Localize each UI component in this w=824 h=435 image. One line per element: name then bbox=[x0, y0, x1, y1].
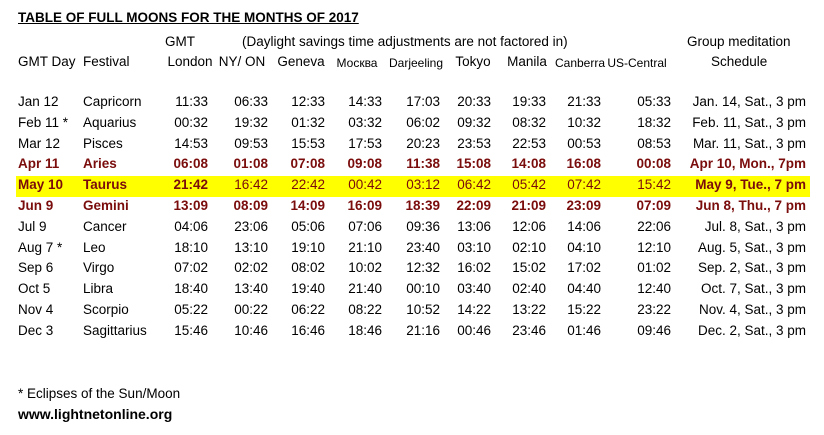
time-cell: 21:33 bbox=[567, 94, 601, 109]
gmt-day-cell: May 10 bbox=[18, 177, 64, 193]
schedule-cell: May 9, Tue., 7 pm bbox=[695, 177, 806, 193]
time-cell: 03:32 bbox=[348, 114, 382, 130]
festival-header: Festival bbox=[83, 54, 130, 69]
time-cell: 15:22 bbox=[567, 302, 601, 317]
time-cell: 14:09 bbox=[290, 198, 325, 213]
table-row bbox=[0, 240, 824, 260]
time-cell: 15:08 bbox=[456, 156, 491, 172]
time-cell: 18:32 bbox=[637, 114, 671, 130]
time-cell: 23:46 bbox=[512, 322, 546, 338]
schedule-header: Schedule bbox=[711, 54, 768, 69]
daylight-note: (Daylight savings time adjustments are not factored in) bbox=[242, 34, 568, 49]
time-cell: 11:33 bbox=[175, 94, 208, 109]
time-cell: 01:32 bbox=[291, 114, 325, 130]
time-cell: 07:02 bbox=[174, 260, 208, 276]
time-cell: 15:42 bbox=[637, 177, 671, 193]
schedule-cell: Jul. 8, Sat., 3 pm bbox=[704, 218, 806, 234]
festival-cell: Leo bbox=[83, 239, 106, 255]
time-cell: 03:40 bbox=[457, 281, 491, 297]
time-cell: 21:09 bbox=[511, 198, 546, 213]
time-cell: 12:06 bbox=[512, 218, 546, 234]
festival-cell: Libra bbox=[83, 281, 114, 297]
time-cell: 23:06 bbox=[234, 218, 268, 234]
time-cell: 14:53 bbox=[174, 135, 208, 151]
schedule-cell: Dec. 2, Sat., 3 pm bbox=[697, 322, 806, 338]
time-cell: 16:08 bbox=[566, 156, 601, 172]
time-cell: 18:46 bbox=[348, 322, 382, 338]
table-row bbox=[0, 302, 824, 322]
city-header: NY/ ON bbox=[218, 54, 266, 69]
time-cell: 04:40 bbox=[567, 281, 601, 297]
time-cell: 00:42 bbox=[348, 177, 382, 193]
time-cell: 06:42 bbox=[457, 177, 491, 193]
city-header: Canberra bbox=[554, 56, 606, 70]
time-cell: 05:06 bbox=[291, 218, 325, 234]
time-cell: 20:23 bbox=[406, 135, 440, 151]
schedule-cell: Oct. 7, Sat., 3 pm bbox=[700, 281, 806, 297]
time-cell: 12:40 bbox=[637, 281, 671, 297]
time-cell: 13:40 bbox=[234, 281, 268, 297]
festival-cell: Pisces bbox=[83, 135, 123, 151]
time-cell: 13:09 bbox=[173, 198, 208, 213]
table-title: TABLE OF FULL MOONS FOR THE MONTHS OF 2017 bbox=[18, 10, 359, 25]
time-cell: 14:08 bbox=[511, 156, 546, 172]
time-cell: 02:10 bbox=[512, 239, 546, 255]
gmt-day-header: GMT Day bbox=[18, 54, 76, 69]
time-cell: 06:08 bbox=[173, 156, 208, 172]
gmt-day-cell: Aug 7 * bbox=[18, 239, 63, 255]
festival-cell: Aries bbox=[83, 156, 117, 172]
gmt-day-cell: Feb 11 * bbox=[18, 114, 69, 130]
time-cell: 09:46 bbox=[637, 322, 671, 338]
time-cell: 03:10 bbox=[457, 239, 491, 255]
time-cell: 07:42 bbox=[567, 177, 601, 193]
time-cell: 14:33 bbox=[348, 94, 382, 109]
time-cell: 10:32 bbox=[567, 114, 601, 130]
time-cell: 01:08 bbox=[233, 156, 268, 172]
time-cell: 22:09 bbox=[456, 198, 491, 213]
festival-cell: Virgo bbox=[83, 260, 115, 276]
time-cell: 13:22 bbox=[512, 302, 546, 317]
time-cell: 10:02 bbox=[348, 260, 382, 276]
schedule-cell: Apr 10, Mon., 7pm bbox=[689, 156, 806, 172]
time-cell: 16:02 bbox=[457, 260, 491, 276]
festival-cell: Aquarius bbox=[83, 114, 137, 130]
time-cell: 08:22 bbox=[348, 302, 382, 317]
time-cell: 05:42 bbox=[512, 177, 546, 193]
time-cell: 06:02 bbox=[406, 114, 440, 130]
time-cell: 19:40 bbox=[291, 281, 325, 297]
gmt-day-cell: Nov 4 bbox=[18, 302, 54, 317]
time-cell: 19:10 bbox=[291, 239, 325, 255]
time-cell: 12:32 bbox=[406, 260, 440, 276]
group-meditation-header: Group meditation bbox=[687, 34, 791, 49]
time-cell: 18:39 bbox=[405, 198, 440, 213]
time-cell: 13:06 bbox=[457, 218, 491, 234]
festival-cell: Cancer bbox=[83, 218, 127, 234]
city-header: London bbox=[167, 54, 213, 69]
time-cell: 00:08 bbox=[636, 156, 671, 172]
time-cell: 21:10 bbox=[348, 239, 382, 255]
time-cell: 04:06 bbox=[174, 218, 208, 234]
time-cell: 16:09 bbox=[347, 198, 382, 213]
time-cell: 16:46 bbox=[291, 322, 325, 338]
gmt-day-cell: Jul 9 bbox=[18, 218, 47, 234]
time-cell: 10:46 bbox=[234, 322, 268, 338]
time-cell: 15:53 bbox=[291, 135, 325, 151]
time-cell: 22:53 bbox=[512, 135, 546, 151]
table-row bbox=[0, 323, 824, 343]
time-cell: 23:40 bbox=[406, 239, 440, 255]
time-cell: 00:10 bbox=[406, 281, 440, 297]
schedule-cell: Nov. 4, Sat., 3 pm bbox=[698, 302, 806, 317]
time-cell: 05:33 bbox=[637, 94, 671, 109]
time-cell: 15:46 bbox=[174, 322, 208, 338]
time-cell: 14:22 bbox=[457, 302, 491, 317]
time-cell: 07:06 bbox=[348, 218, 382, 234]
time-cell: 12:33 bbox=[291, 94, 325, 109]
gmt-day-cell: Dec 3 bbox=[18, 322, 54, 338]
schedule-cell: Feb. 11, Sat., 3 pm bbox=[692, 114, 806, 130]
schedule-cell: Mar. 11, Sat., 3 pm bbox=[692, 135, 806, 151]
table-row bbox=[0, 156, 824, 176]
time-cell: 04:10 bbox=[567, 239, 601, 255]
gmt-day-cell: Jan 12 bbox=[18, 94, 59, 109]
time-cell: 21:42 bbox=[173, 177, 208, 193]
city-header: Darjeeling bbox=[388, 56, 444, 70]
time-cell: 03:12 bbox=[406, 177, 440, 193]
time-cell: 18:40 bbox=[174, 281, 208, 297]
table-row bbox=[0, 115, 824, 135]
time-cell: 06:33 bbox=[234, 94, 268, 109]
schedule-cell: Jan. 14, Sat., 3 pm bbox=[692, 94, 806, 109]
time-cell: 08:32 bbox=[512, 114, 546, 130]
schedule-cell: Sep. 2, Sat., 3 pm bbox=[697, 260, 806, 276]
time-cell: 07:08 bbox=[290, 156, 325, 172]
city-header: Geneva bbox=[277, 54, 325, 69]
time-cell: 15:02 bbox=[512, 260, 546, 276]
time-cell: 23:22 bbox=[637, 302, 671, 317]
time-cell: 09:36 bbox=[406, 218, 440, 234]
festival-cell: Capricorn bbox=[83, 94, 142, 109]
table-row bbox=[0, 94, 824, 114]
schedule-cell: Aug. 5, Sat., 3 pm bbox=[697, 239, 806, 255]
gmt-day-cell: Sep 6 bbox=[18, 260, 54, 276]
eclipse-footnote: * Eclipses of the Sun/Moon bbox=[18, 386, 181, 401]
time-cell: 00:32 bbox=[174, 114, 208, 130]
website-link[interactable]: www.lightnetonline.org bbox=[18, 406, 173, 422]
table-row bbox=[0, 281, 824, 301]
city-header: Manila bbox=[507, 54, 547, 69]
table-row bbox=[0, 260, 824, 280]
time-cell: 08:53 bbox=[637, 135, 671, 151]
festival-cell: Gemini bbox=[83, 198, 129, 213]
time-cell: 07:09 bbox=[636, 198, 671, 213]
time-cell: 01:02 bbox=[637, 260, 671, 276]
time-cell: 02:40 bbox=[512, 281, 546, 297]
time-cell: 10:52 bbox=[406, 302, 440, 317]
time-cell: 11:38 bbox=[406, 156, 440, 172]
table-row bbox=[0, 177, 824, 197]
time-cell: 13:10 bbox=[234, 239, 268, 255]
table-row bbox=[0, 219, 824, 239]
time-cell: 14:06 bbox=[567, 218, 601, 234]
time-cell: 21:40 bbox=[348, 281, 382, 297]
time-cell: 00:46 bbox=[457, 322, 491, 338]
city-header: Tokyo bbox=[455, 54, 491, 69]
table-row bbox=[0, 198, 824, 218]
time-cell: 09:08 bbox=[347, 156, 382, 172]
gmt-day-cell: Mar 12 bbox=[18, 135, 61, 151]
time-cell: 22:06 bbox=[637, 218, 671, 234]
time-cell: 06:22 bbox=[291, 302, 325, 317]
time-cell: 02:02 bbox=[234, 260, 268, 276]
time-cell: 00:22 bbox=[234, 302, 268, 317]
time-cell: 08:02 bbox=[291, 260, 325, 276]
gmt-day-cell: Apr 11 bbox=[18, 156, 60, 172]
time-cell: 19:32 bbox=[234, 114, 268, 130]
time-cell: 09:32 bbox=[457, 114, 491, 130]
time-cell: 17:53 bbox=[348, 135, 382, 151]
gmt-day-cell: Oct 5 bbox=[18, 281, 51, 297]
time-cell: 05:22 bbox=[174, 302, 208, 317]
gmt-day-cell: Jun 9 bbox=[18, 198, 54, 213]
city-header: US-Central bbox=[607, 56, 667, 70]
gmt-header: GMT bbox=[165, 34, 195, 49]
time-cell: 20:33 bbox=[457, 94, 491, 109]
time-cell: 23:53 bbox=[457, 135, 491, 151]
festival-cell: Taurus bbox=[83, 177, 128, 193]
time-cell: 19:33 bbox=[512, 94, 546, 109]
festival-cell: Scorpio bbox=[83, 302, 129, 317]
time-cell: 08:09 bbox=[233, 198, 268, 213]
table-row bbox=[0, 136, 824, 156]
time-cell: 17:03 bbox=[406, 94, 440, 109]
time-cell: 18:10 bbox=[174, 239, 208, 255]
city-header: Москва bbox=[336, 56, 378, 70]
schedule-cell: Jun 8, Thu., 7 pm bbox=[695, 198, 806, 213]
time-cell: 23:09 bbox=[566, 198, 601, 213]
time-cell: 00:53 bbox=[567, 135, 601, 151]
time-cell: 12:10 bbox=[637, 239, 671, 255]
time-cell: 09:53 bbox=[234, 135, 268, 151]
time-cell: 17:02 bbox=[567, 260, 601, 276]
time-cell: 01:46 bbox=[567, 322, 601, 338]
festival-cell: Sagittarius bbox=[83, 322, 147, 338]
time-cell: 22:42 bbox=[291, 177, 325, 193]
time-cell: 21:16 bbox=[406, 322, 440, 338]
time-cell: 16:42 bbox=[234, 177, 268, 193]
